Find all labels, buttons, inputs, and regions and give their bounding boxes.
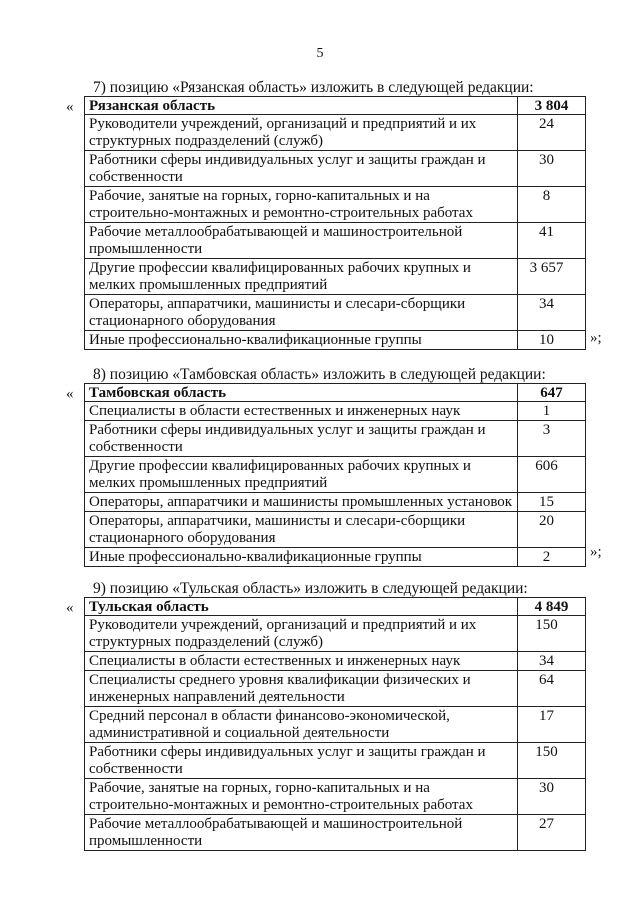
table-row [85, 616, 586, 652]
table-row [85, 512, 586, 548]
profession-count: 34 [518, 652, 586, 671]
opening-quote: « [66, 600, 74, 616]
profession-count: 3 657 [518, 259, 586, 295]
region-name: Тульская область [85, 598, 518, 616]
region-name: Тамбовская область [85, 384, 518, 402]
profession-group: Специалисты в области естественных и инженерных наук [85, 402, 518, 421]
profession-group: Иные профессионально-квалификационные группы [85, 548, 518, 567]
profession-count: 8 [518, 187, 586, 223]
profession-count: 1 [518, 402, 586, 421]
profession-group: Иные профессионально-квалификационные группы [85, 331, 518, 350]
table-row [85, 295, 586, 331]
table-row [85, 707, 586, 743]
table-row [85, 493, 586, 512]
table-row [85, 652, 586, 671]
opening-quote: « [66, 386, 74, 402]
region-total: 3 804 [518, 97, 586, 115]
profession-group: Рабочие, занятые на горных, горно-капитальных и на строительно-монтажных и ремонтно-строительных работах [85, 779, 518, 815]
table-header-row [85, 97, 586, 115]
profession-count: 150 [518, 616, 586, 652]
profession-group: Специалисты среднего уровня квалификации физических и инженерных направлений деятельности [85, 671, 518, 707]
table-row [85, 457, 586, 493]
profession-count: 27 [518, 815, 586, 851]
table-row [85, 223, 586, 259]
table-row [85, 815, 586, 851]
table-row [85, 743, 586, 779]
region-table [84, 597, 586, 851]
section-intro: 7) позицию «Рязанская область» изложить в следующей редакции: [93, 79, 534, 96]
region-name: Рязанская область [85, 97, 518, 115]
profession-group: Операторы, аппаратчики и машинисты промышленных установок [85, 493, 518, 512]
profession-count: 41 [518, 223, 586, 259]
profession-group: Другие профессии квалифицированных рабочих крупных и мелких промышленных предприятий [85, 259, 518, 295]
region-total: 647 [518, 384, 586, 402]
section-intro: 9) позицию «Тульская область» изложить в следующей редакции: [93, 580, 528, 597]
profession-count: 30 [518, 151, 586, 187]
region-table [84, 383, 586, 567]
closing-quote: »; [590, 544, 602, 560]
profession-group: Специалисты в области естественных и инженерных наук [85, 652, 518, 671]
profession-count: 150 [518, 743, 586, 779]
region-total: 4 849 [518, 598, 586, 616]
table-row [85, 115, 586, 151]
table-row [85, 671, 586, 707]
profession-count: 64 [518, 671, 586, 707]
table-row [85, 548, 586, 567]
profession-count: 606 [518, 457, 586, 493]
profession-group: Операторы, аппаратчики, машинисты и слесари-сборщики стационарного оборудования [85, 295, 518, 331]
profession-group: Рабочие металлообрабатывающей и машиностроительной промышленности [85, 223, 518, 259]
table-row [85, 151, 586, 187]
profession-count: 17 [518, 707, 586, 743]
profession-group: Средний персонал в области финансово-экономической, административной и социальной деятельности [85, 707, 518, 743]
profession-count: 24 [518, 115, 586, 151]
profession-group: Работники сферы индивидуальных услуг и защиты граждан и собственности [85, 743, 518, 779]
profession-count: 34 [518, 295, 586, 331]
closing-quote: »; [590, 330, 602, 346]
profession-group: Рабочие, занятые на горных, горно-капитальных и на строительно-монтажных и ремонтно-строительных работах [85, 187, 518, 223]
profession-count: 20 [518, 512, 586, 548]
table-row [85, 421, 586, 457]
profession-group: Работники сферы индивидуальных услуг и защиты граждан и собственности [85, 151, 518, 187]
table-row [85, 402, 586, 421]
profession-group: Руководители учреждений, организаций и предприятий и их структурных подразделений (служб) [85, 115, 518, 151]
table-row [85, 187, 586, 223]
table-header-row [85, 598, 586, 616]
profession-group: Работники сферы индивидуальных услуг и защиты граждан и собственности [85, 421, 518, 457]
section-intro: 8) позицию «Тамбовская область» изложить в следующей редакции: [93, 366, 546, 383]
table-row [85, 779, 586, 815]
profession-count: 3 [518, 421, 586, 457]
profession-group: Другие профессии квалифицированных рабочих крупных и мелких промышленных предприятий [85, 457, 518, 493]
opening-quote: « [66, 99, 74, 115]
profession-count: 2 [518, 548, 586, 567]
profession-group: Руководители учреждений, организаций и предприятий и их структурных подразделений (служб) [85, 616, 518, 652]
table-row [85, 259, 586, 295]
profession-group: Операторы, аппаратчики, машинисты и слесари-сборщики стационарного оборудования [85, 512, 518, 548]
profession-count: 15 [518, 493, 586, 512]
table-header-row [85, 384, 586, 402]
profession-count: 30 [518, 779, 586, 815]
profession-count: 10 [518, 331, 586, 350]
page-number: 5 [316, 46, 324, 61]
profession-group: Рабочие металлообрабатывающей и машиностроительной промышленности [85, 815, 518, 851]
table-row [85, 331, 586, 350]
region-table [84, 96, 586, 350]
